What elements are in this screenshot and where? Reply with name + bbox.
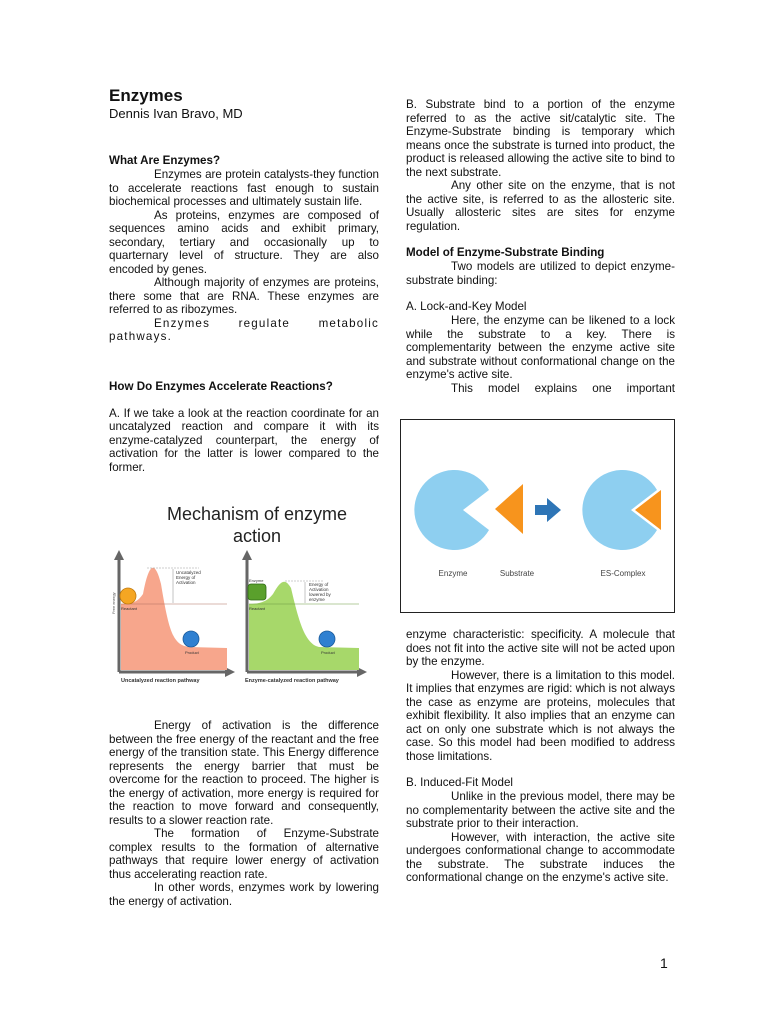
- right-column-continued: [406, 628, 675, 885]
- svg-text:enzyme: enzyme: [309, 597, 325, 602]
- paragraph: Here, the enzyme can be likened to a lock while the substrate to a key. There is complementarity between the enzyme active site and substrate without conformational change on the enzyme's active site.: [406, 314, 675, 381]
- reactant-label-right: Reactant: [249, 606, 266, 611]
- paragraph: In other words, enzymes work by lowering the energy of activation.: [109, 881, 379, 908]
- paragraph: B. Substrate bind to a portion of the enzyme referred to as the active sit/catalytic site. The Enzyme-Substrate binding is temporary which means once the substrate is turned into product, the product is released allowing the active site to bind to the next substrate.: [406, 98, 675, 179]
- section-heading-how-enzymes-accelerate: How Do Enzymes Accelerate Reactions?: [109, 379, 333, 393]
- right-column: [406, 98, 675, 395]
- paragraph: Two models are utilized to depict enzyme-substrate binding:: [406, 260, 675, 287]
- substrate-shape: [495, 484, 523, 534]
- figure-title-line2: action: [232, 526, 282, 546]
- uncatalyzed-curve-fill: [121, 568, 227, 670]
- paragraph: Any other site on the enzyme, that is not the active site, is referred to as the allosteric site. Usually allosteric sites are sites for enzyme regulation.: [406, 179, 675, 233]
- mechanism-figure: [109, 502, 379, 687]
- enzyme-complex-block: [248, 584, 266, 600]
- paragraph: A. If we take a look at the reaction coordinate for an uncatalyzed reaction and compare it with its enzyme-catalyzed counterpart, the energy of activation for the latter is lower compared to the former.: [109, 406, 379, 474]
- product-label: Product: [185, 650, 199, 655]
- complex-label: Enzyme: [249, 578, 264, 583]
- axis-label: Free energy: [111, 592, 116, 614]
- document-title: Enzymes: [109, 86, 183, 105]
- subheading-lock-and-key: A. Lock-and-Key Model: [406, 300, 527, 313]
- paragraph: However, with interaction, the active site undergoes conformational change to accommodate the substrate. The substrate induces the conformational change on the enzyme's active site.: [406, 830, 675, 884]
- paragraph: However, there is a limitation to this model. It implies that enzymes are rigid: which is not always the case as enzyme are proteins, molecules that exhibit flexibility. It also implies that an enzyme can act on only one substrate which is not always the case. So this model had been modified to address those limitations.: [406, 668, 675, 763]
- svg-text:Energy of: Energy of: [176, 575, 196, 580]
- paragraph: This model explains one important: [451, 381, 675, 395]
- svg-text:lowered by: lowered by: [309, 592, 331, 597]
- paragraph: enzyme characteristic: specificity. A molecule that does not fit into the active site will not be acted upon by the enzyme.: [406, 628, 675, 668]
- section-heading-model: Model of Enzyme-Substrate Binding: [406, 246, 605, 259]
- reactant-ball: [120, 588, 136, 604]
- uncatalyzed-panel: [111, 550, 235, 684]
- es-complex-label: ES-Complex: [600, 569, 646, 578]
- uncatalyzed-caption: Uncatalyzed reaction pathway: [121, 678, 200, 684]
- paragraph: Enzymes regulate metabolic pathways.: [109, 316, 379, 343]
- author-name: Dennis Ivan Bravo, MD: [109, 106, 243, 121]
- paragraph: Enzymes are protein catalysts-they function to accelerate reactions fast enough to sustain biochemical processes and ultimately sustain life.: [109, 168, 379, 208]
- paragraph: The formation of Enzyme-Substrate complex results to the formation of alternative pathways that require lower energy of activation thus accelerating reaction rate.: [109, 827, 379, 881]
- reactant-label: Reactant: [121, 606, 138, 611]
- arrow-icon: [535, 498, 561, 522]
- product-ball-right: [319, 631, 335, 647]
- paragraph: Unlike in the previous model, there may be no complementarity between the active site and the substrate prior to their interaction.: [406, 790, 675, 830]
- left-column: [109, 86, 379, 908]
- enzyme-shape: [414, 470, 489, 550]
- svg-text:Activation: Activation: [176, 580, 196, 585]
- figure-title-line1: Mechanism of enzyme: [166, 504, 348, 524]
- enzyme-label: Enzyme: [438, 569, 468, 578]
- product-ball: [183, 631, 199, 647]
- mechanism-figure-graphic: [109, 502, 379, 687]
- paragraph: As proteins, enzymes are composed of sequences amino acids and exhibit primary, secondary, tertiary and occasionally up to quarternary level of structure. They are also encoded by genes.: [109, 208, 379, 276]
- paragraph: Energy of activation is the difference between the free energy of the reactant and the free energy of the transition state. This Energy difference represents the energy barrier that must be overcome for the reaction to proceed. The higher is the energy of activation, more energy is required for the reaction to move forward and consequently, results to a slower reaction rate.: [109, 719, 379, 827]
- paragraph: Although majority of enzymes are proteins, there some that are RNA. These enzymes are referred to as ribozymes.: [109, 276, 379, 316]
- svg-text:Uncatalyzed: Uncatalyzed: [176, 570, 201, 575]
- page-number: 1: [660, 955, 668, 971]
- section-heading-what-are-enzymes: What Are Enzymes?: [109, 154, 221, 167]
- catalyzed-caption: Enzyme-catalyzed reaction pathway: [245, 678, 339, 684]
- catalyzed-panel: [242, 550, 367, 684]
- substrate-label: Substrate: [499, 569, 535, 578]
- svg-text:Energy of: Energy of: [309, 582, 329, 587]
- product-label-right: Product: [321, 650, 335, 655]
- lock-and-key-figure: [400, 419, 675, 613]
- svg-text:Activation: Activation: [309, 587, 329, 592]
- lock-and-key-graphic: [401, 420, 674, 612]
- subheading-induced-fit: B. Induced-Fit Model: [406, 776, 513, 789]
